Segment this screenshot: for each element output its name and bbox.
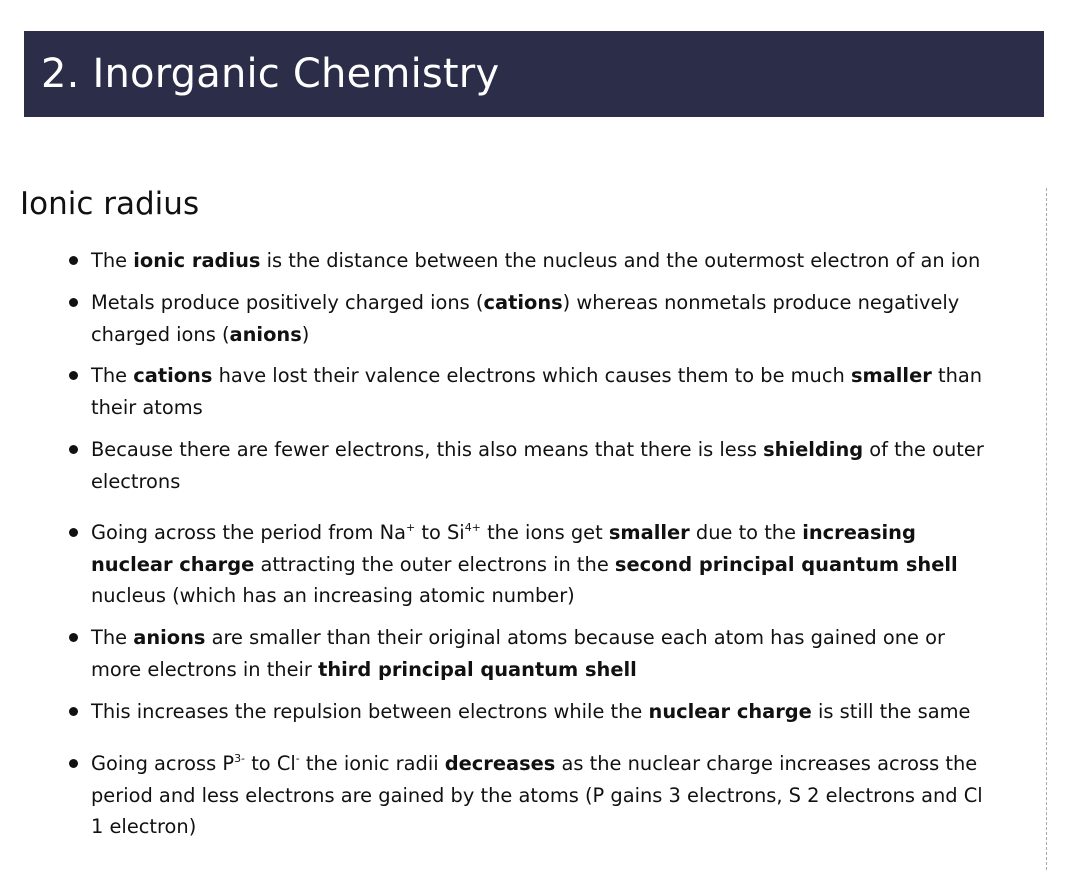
bullet-shielding: Because there are fewer electrons, this also means that there is less shielding of the outer electrons [91, 434, 996, 497]
page-edge-divider [1046, 188, 1047, 870]
bullet-repulsion: This increases the repulsion between electrons while the nuclear charge is still the same [91, 696, 996, 728]
chapter-title: 2. Inorganic Chemistry [41, 51, 500, 97]
chapter-banner [24, 31, 1044, 117]
bullet-ionic-radius-definition: The ionic radius is the distance between the nucleus and the outermost electron of an ion [91, 245, 996, 277]
bullet-cations-anions: Metals produce positively charged ions (cations) whereas nonmetals produce negatively charged ions (anions) [91, 287, 996, 350]
bullet-period-p-cl: Going across $P^{3-}$ to Cl- the ionic radii decreases as the nuclear charge increases across the period and less electrons are gained by the atoms (P gains 3 electrons, S 2 electrons and Cl 1 electron) [91, 748, 996, 843]
bullet-cations-smaller: The cations have lost their valence electrons which causes them to be much smaller than their atoms [91, 360, 996, 423]
bullet-period-na-si: Going across the period from Na+ to $Si^{4+}$ the ions get smaller due to the increasing nuclear charge attracting the outer electrons in the second principal quantum shell nucleus (which has an increasing atomic number) [91, 517, 996, 612]
bullet-anions-larger: The anions are smaller than their original atoms because each atom has gained one or more electrons in their third principal quantum shell [91, 622, 996, 685]
section-title: Ionic radius [20, 186, 200, 222]
